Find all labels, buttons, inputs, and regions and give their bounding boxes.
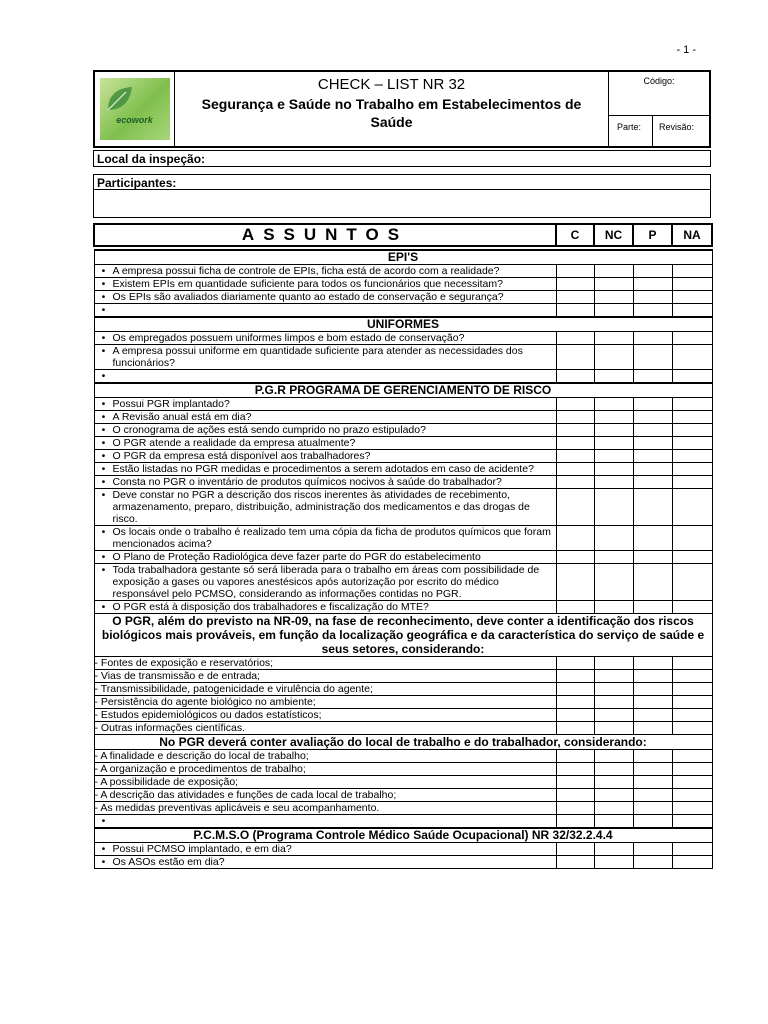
item-text: Estão listadas no PGR medidas e procedimentos a serem adotados em caso de acidente? [112, 463, 534, 475]
bullet-icon: • [101, 551, 106, 563]
checkbox-c[interactable] [556, 463, 594, 476]
checkbox-c[interactable] [556, 398, 594, 411]
code-label: Código: [643, 76, 675, 86]
item-text: - A possibilidade de exposição; [94, 776, 556, 789]
checkbox-nc[interactable] [594, 696, 633, 709]
checkbox-p[interactable] [633, 815, 672, 829]
leaf-icon [104, 84, 134, 114]
item-cell [94, 843, 556, 856]
item-text: Os EPIs são avaliados diariamente quanto ao estado de conservação e segurança? [112, 291, 504, 303]
checklist-item-row [94, 843, 712, 856]
checkbox-p[interactable] [633, 424, 672, 437]
section-header-row [94, 250, 712, 265]
checkbox-c[interactable] [556, 802, 594, 815]
item-text: Os locais onde o trabalho é realizado tem uma cópia da ficha de produtos químicos que foram mencionados acima? [112, 526, 551, 550]
bullet-icon: • [101, 304, 106, 316]
table-header-row [94, 224, 712, 246]
checkbox-p[interactable] [633, 776, 672, 789]
item-cell [94, 332, 556, 345]
checkbox-p[interactable] [633, 291, 672, 304]
item-text: A Revisão anual está em dia? [112, 411, 252, 423]
checklist-item-row [94, 304, 712, 318]
checkbox-na[interactable] [672, 476, 712, 489]
section-header-row [94, 317, 712, 332]
item-cell [94, 398, 556, 411]
checklist-item-row [94, 551, 712, 564]
checklist-item-row [94, 450, 712, 463]
checkbox-na[interactable] [672, 709, 712, 722]
checkbox-p[interactable] [633, 763, 672, 776]
section-header-row [94, 383, 712, 398]
item-text: O PGR está à disposição dos trabalhadores e fiscalização do MTE? [112, 601, 429, 613]
checkbox-p[interactable] [633, 370, 672, 384]
subjects-header: ASSUNTOS [94, 224, 556, 246]
checkbox-c[interactable] [556, 304, 594, 318]
checkbox-nc[interactable] [594, 265, 633, 278]
checkbox-c[interactable] [556, 601, 594, 614]
checkbox-p[interactable] [633, 463, 672, 476]
checkbox-nc[interactable] [594, 843, 633, 856]
document-subtitle: Segurança e Saúde no Trabalho em Estabelecimentos de Saúde [201, 96, 582, 130]
checkbox-nc[interactable] [594, 802, 633, 815]
bullet-icon: • [101, 370, 106, 382]
checkbox-c[interactable] [556, 424, 594, 437]
checkbox-c[interactable] [556, 776, 594, 789]
checklist-item-row [94, 370, 712, 384]
checkbox-c[interactable] [556, 278, 594, 291]
item-text: O PGR atende a realidade da empresa atualmente? [112, 437, 356, 449]
checkbox-p[interactable] [633, 789, 672, 802]
checklist-item-row [94, 564, 712, 601]
ecowork-logo [100, 78, 170, 140]
checkbox-p[interactable] [633, 709, 672, 722]
checklist-item-row [94, 489, 712, 526]
checkbox-na[interactable] [672, 370, 712, 384]
item-text: A empresa possui ficha de controle de EPIs, ficha está de acordo com a realidade? [112, 265, 500, 277]
checkbox-p[interactable] [633, 802, 672, 815]
checkbox-c[interactable] [556, 670, 594, 683]
item-text [113, 304, 556, 316]
bullet-icon: • [101, 856, 106, 868]
item-cell [94, 304, 556, 318]
bullet-icon: • [101, 291, 106, 303]
checkbox-p[interactable] [633, 398, 672, 411]
item-text: O Plano de Proteção Radiológica deve fazer parte do PGR do estabelecimento [112, 551, 481, 563]
logo-box [95, 72, 175, 146]
checkbox-c[interactable] [556, 476, 594, 489]
checkbox-p[interactable] [633, 265, 672, 278]
item-cell [94, 411, 556, 424]
checkbox-na[interactable] [672, 345, 712, 370]
checkbox-p[interactable] [633, 601, 672, 614]
item-text: O PGR da empresa está disponível aos trabalhadores? [112, 450, 371, 462]
checkbox-na[interactable] [672, 815, 712, 829]
section-header-row [94, 828, 712, 843]
checkbox-p[interactable] [633, 411, 672, 424]
document-title: CHECK – LIST NR 32 [317, 76, 466, 93]
item-text: Consta no PGR o inventário de produtos químicos nocivos à saúde do trabalhador? [112, 476, 502, 488]
checkbox-nc[interactable] [594, 763, 633, 776]
checkbox-na[interactable] [672, 265, 712, 278]
checkbox-p[interactable] [633, 722, 672, 735]
item-text: - Vias de transmissão e de entrada; [94, 670, 556, 683]
checkbox-na[interactable] [672, 526, 712, 551]
checkbox-nc[interactable] [594, 398, 633, 411]
revision-label: Revisão: [659, 122, 695, 132]
item-cell [94, 278, 556, 291]
bullet-icon: • [101, 815, 106, 827]
checkbox-na[interactable] [672, 601, 712, 614]
checkbox-nc[interactable] [594, 551, 633, 564]
bullet-icon: • [101, 398, 106, 410]
checkbox-p[interactable] [633, 278, 672, 291]
checklist-item-row [94, 424, 712, 437]
bullet-icon: • [101, 424, 106, 436]
checklist-item-row [94, 670, 712, 683]
checkbox-p[interactable] [633, 551, 672, 564]
checklist-item-row [94, 683, 712, 696]
checkbox-na[interactable] [672, 332, 712, 345]
item-text [113, 370, 556, 382]
checklist-item-row [94, 291, 712, 304]
checkbox-p[interactable] [633, 657, 672, 670]
checkbox-na[interactable] [672, 776, 712, 789]
item-text: Possui PGR implantado? [112, 398, 230, 410]
checkbox-na[interactable] [672, 683, 712, 696]
checkbox-c[interactable] [556, 265, 594, 278]
checkbox-na[interactable] [672, 424, 712, 437]
column-header-p: P [633, 224, 672, 246]
participants-field[interactable] [93, 174, 711, 218]
column-header-nc: NC [594, 224, 633, 246]
checkbox-nc[interactable] [594, 750, 633, 763]
bullet-icon: • [101, 345, 106, 357]
item-text: - As medidas preventivas aplicáveis e seu acompanhamento. [94, 802, 556, 815]
checkbox-c[interactable] [556, 411, 594, 424]
checkbox-na[interactable] [672, 398, 712, 411]
item-cell [94, 526, 556, 551]
checklist-item-row [94, 411, 712, 424]
checkbox-p[interactable] [633, 345, 672, 370]
section-note-row [94, 735, 712, 750]
item-cell [94, 450, 556, 463]
checkbox-nc[interactable] [594, 815, 633, 829]
section-title: P.C.M.S.O (Programa Controle Médico Saúde Ocupacional) NR 32/32.2.4.4 [94, 828, 712, 843]
checkbox-na[interactable] [672, 489, 712, 526]
checkbox-na[interactable] [672, 789, 712, 802]
page-number: - 1 - [676, 44, 696, 56]
checkbox-c[interactable] [556, 843, 594, 856]
column-header-na: NA [672, 224, 712, 246]
document-header [93, 70, 711, 148]
checkbox-p[interactable] [633, 843, 672, 856]
checkbox-c[interactable] [556, 856, 594, 869]
checkbox-p[interactable] [633, 696, 672, 709]
checkbox-p[interactable] [633, 332, 672, 345]
bullet-icon: • [101, 601, 106, 613]
bullet-icon: • [101, 463, 106, 475]
bullet-icon: • [101, 332, 106, 344]
item-cell [94, 551, 556, 564]
checkbox-p[interactable] [633, 489, 672, 526]
checkbox-p[interactable] [633, 437, 672, 450]
checkbox-na[interactable] [672, 450, 712, 463]
item-text: A empresa possui uniforme em quantidade suficiente para atender as necessidades dos funcionários? [112, 345, 523, 369]
checkbox-p[interactable] [633, 450, 672, 463]
checkbox-nc[interactable] [594, 670, 633, 683]
checkbox-c[interactable] [556, 763, 594, 776]
checkbox-nc[interactable] [594, 789, 633, 802]
section-title: EPI'S [94, 250, 712, 265]
checkbox-nc[interactable] [594, 856, 633, 869]
item-text: - Transmissibilidade, patogenicidade e virulência do agente; [94, 683, 556, 696]
part-label: Parte: [617, 122, 642, 132]
checkbox-c[interactable] [556, 696, 594, 709]
bullet-icon: • [101, 265, 106, 277]
checkbox-na[interactable] [672, 722, 712, 735]
bullet-icon: • [101, 411, 106, 423]
bullet-icon: • [101, 564, 106, 576]
checkbox-p[interactable] [633, 670, 672, 683]
checklist-item-row [94, 815, 712, 829]
checkbox-nc[interactable] [594, 437, 633, 450]
item-text: Existem EPIs em quantidade suficiente para todos os funcionários que necessitam? [112, 278, 503, 290]
item-cell [94, 815, 556, 829]
checkbox-p[interactable] [633, 750, 672, 763]
checklist-item-row [94, 601, 712, 614]
checkbox-nc[interactable] [594, 489, 633, 526]
checklist-item-row [94, 332, 712, 345]
bullet-icon: • [101, 526, 106, 538]
checkbox-nc[interactable] [594, 601, 633, 614]
bullet-icon: • [101, 450, 106, 462]
checkbox-na[interactable] [672, 463, 712, 476]
checklist-item-row [94, 345, 712, 370]
checkbox-na[interactable] [672, 564, 712, 601]
section-title: P.G.R PROGRAMA DE GERENCIAMENTO DE RISCO [94, 383, 712, 398]
section-title: O PGR, além do previsto na NR-09, na fase de reconhecimento, deve conter a identificação dos riscos biológicos mais prováveis, em função da localização geográfica e da característica do serviço de saúde e seus setores, considerando: [94, 614, 712, 657]
bullet-icon: • [101, 278, 106, 290]
item-text [113, 815, 556, 827]
checkbox-na[interactable] [672, 551, 712, 564]
part-field [609, 116, 653, 146]
item-cell [94, 437, 556, 450]
bullet-icon: • [101, 476, 106, 488]
checklist-item-row [94, 722, 712, 735]
checkbox-nc[interactable] [594, 564, 633, 601]
checkbox-na[interactable] [672, 411, 712, 424]
checkbox-na[interactable] [672, 856, 712, 869]
checkbox-nc[interactable] [594, 291, 633, 304]
revision-field [653, 116, 709, 146]
checklist-item-row [94, 709, 712, 722]
item-text: Os ASOs estão em dia? [112, 856, 225, 868]
checklist-item-row [94, 265, 712, 278]
checkbox-c[interactable] [556, 450, 594, 463]
checkbox-nc[interactable] [594, 476, 633, 489]
checklist-item-row [94, 398, 712, 411]
inspection-location-label: Local da inspeção: [97, 152, 206, 166]
checkbox-p[interactable] [633, 526, 672, 551]
checklist-item-row [94, 463, 712, 476]
logo-text: ecowork [116, 115, 153, 125]
checkbox-p[interactable] [633, 683, 672, 696]
checklist-item-row [94, 476, 712, 489]
checklist-item-row [94, 776, 712, 789]
checkbox-c[interactable] [556, 332, 594, 345]
checkbox-na[interactable] [672, 437, 712, 450]
item-cell [94, 265, 556, 278]
checklist-table [93, 223, 713, 869]
checkbox-nc[interactable] [594, 411, 633, 424]
item-cell [94, 601, 556, 614]
checkbox-nc[interactable] [594, 526, 633, 551]
checklist-item-row [94, 789, 712, 802]
item-cell [94, 489, 556, 526]
checkbox-c[interactable] [556, 722, 594, 735]
item-text: Deve constar no PGR a descrição dos riscos inerentes às atividades de recebimento, armazenamento, preparo, distribuição, administração dos medicamentos e das drogas de risco. [112, 489, 530, 525]
checkbox-na[interactable] [672, 278, 712, 291]
checkbox-na[interactable] [672, 750, 712, 763]
checkbox-na[interactable] [672, 696, 712, 709]
item-cell [94, 424, 556, 437]
checklist-item-row [94, 802, 712, 815]
checkbox-c[interactable] [556, 750, 594, 763]
checkbox-na[interactable] [672, 802, 712, 815]
checkbox-c[interactable] [556, 437, 594, 450]
participants-label: Participantes: [97, 176, 177, 190]
checkbox-nc[interactable] [594, 683, 633, 696]
checklist-item-row [94, 856, 712, 869]
checkbox-c[interactable] [556, 657, 594, 670]
item-cell [94, 370, 556, 384]
checkbox-nc[interactable] [594, 776, 633, 789]
checkbox-c[interactable] [556, 709, 594, 722]
bullet-icon: • [101, 437, 106, 449]
item-text: - Persistência do agente biológico no ambiente; [94, 696, 556, 709]
item-text: - Fontes de exposição e reservatórios; [94, 657, 556, 670]
item-cell [94, 463, 556, 476]
section-title: UNIFORMES [94, 317, 712, 332]
item-text: Toda trabalhadora gestante só será liberada para o trabalho em áreas com possibilidade de exposição a gases ou vapores anestésicos após autorização por escrito do médico responsável pelo PCMSO, considerando as informações contidas no PGR. [112, 564, 540, 600]
checkbox-c[interactable] [556, 345, 594, 370]
checkbox-c[interactable] [556, 683, 594, 696]
checklist-item-row [94, 750, 712, 763]
item-text: O cronograma de ações está sendo cumprido no prazo estipulado? [112, 424, 426, 436]
item-cell [94, 856, 556, 869]
checkbox-c[interactable] [556, 789, 594, 802]
checkbox-c[interactable] [556, 564, 594, 601]
checkbox-p[interactable] [633, 304, 672, 318]
checkbox-nc[interactable] [594, 657, 633, 670]
checkbox-na[interactable] [672, 763, 712, 776]
checkbox-na[interactable] [672, 291, 712, 304]
checkbox-c[interactable] [556, 526, 594, 551]
section-note-row [94, 614, 712, 657]
checkbox-nc[interactable] [594, 304, 633, 318]
checkbox-p[interactable] [633, 856, 672, 869]
checkbox-p[interactable] [633, 476, 672, 489]
title-box [175, 72, 609, 146]
item-text: - A finalidade e descrição do local de trabalho; [94, 750, 556, 763]
checklist-item-row [94, 278, 712, 291]
checkbox-nc[interactable] [594, 722, 633, 735]
checkbox-c[interactable] [556, 370, 594, 384]
item-text: Possui PCMSO implantado, e em dia? [112, 843, 292, 855]
item-cell [94, 345, 556, 370]
checkbox-nc[interactable] [594, 278, 633, 291]
checkbox-nc[interactable] [594, 424, 633, 437]
checklist-item-row [94, 437, 712, 450]
code-field [609, 72, 709, 116]
checkbox-nc[interactable] [594, 450, 633, 463]
checklist-item-row [94, 763, 712, 776]
bullet-icon: • [101, 489, 106, 501]
checkbox-nc[interactable] [594, 709, 633, 722]
checkbox-c[interactable] [556, 489, 594, 526]
checkbox-na[interactable] [672, 657, 712, 670]
item-text: Os empregados possuem uniformes limpos e bom estado de conservação? [112, 332, 465, 344]
checkbox-nc[interactable] [594, 345, 633, 370]
item-text: - A organização e procedimentos de trabalho; [94, 763, 556, 776]
participants-divider [94, 189, 710, 190]
item-cell [94, 564, 556, 601]
item-text: - Outras informações científicas. [94, 722, 556, 735]
checkbox-nc[interactable] [594, 370, 633, 384]
inspection-location-field[interactable] [93, 150, 711, 167]
checkbox-p[interactable] [633, 564, 672, 601]
section-title: No PGR deverá conter avaliação do local de trabalho e do trabalhador, considerando: [94, 735, 712, 750]
checklist-item-row [94, 526, 712, 551]
checkbox-na[interactable] [672, 304, 712, 318]
item-cell [94, 476, 556, 489]
checkbox-nc[interactable] [594, 332, 633, 345]
checklist-item-row [94, 657, 712, 670]
item-text: - A descrição das atividades e funções de cada local de trabalho; [94, 789, 556, 802]
checkbox-c[interactable] [556, 551, 594, 564]
checkbox-na[interactable] [672, 670, 712, 683]
item-text: - Estudos epidemiológicos ou dados estatísticos; [94, 709, 556, 722]
item-cell [94, 291, 556, 304]
checkbox-na[interactable] [672, 843, 712, 856]
checklist-item-row [94, 696, 712, 709]
checkbox-c[interactable] [556, 291, 594, 304]
checkbox-nc[interactable] [594, 463, 633, 476]
column-header-c: C [556, 224, 594, 246]
bullet-icon: • [101, 843, 106, 855]
checkbox-c[interactable] [556, 815, 594, 829]
